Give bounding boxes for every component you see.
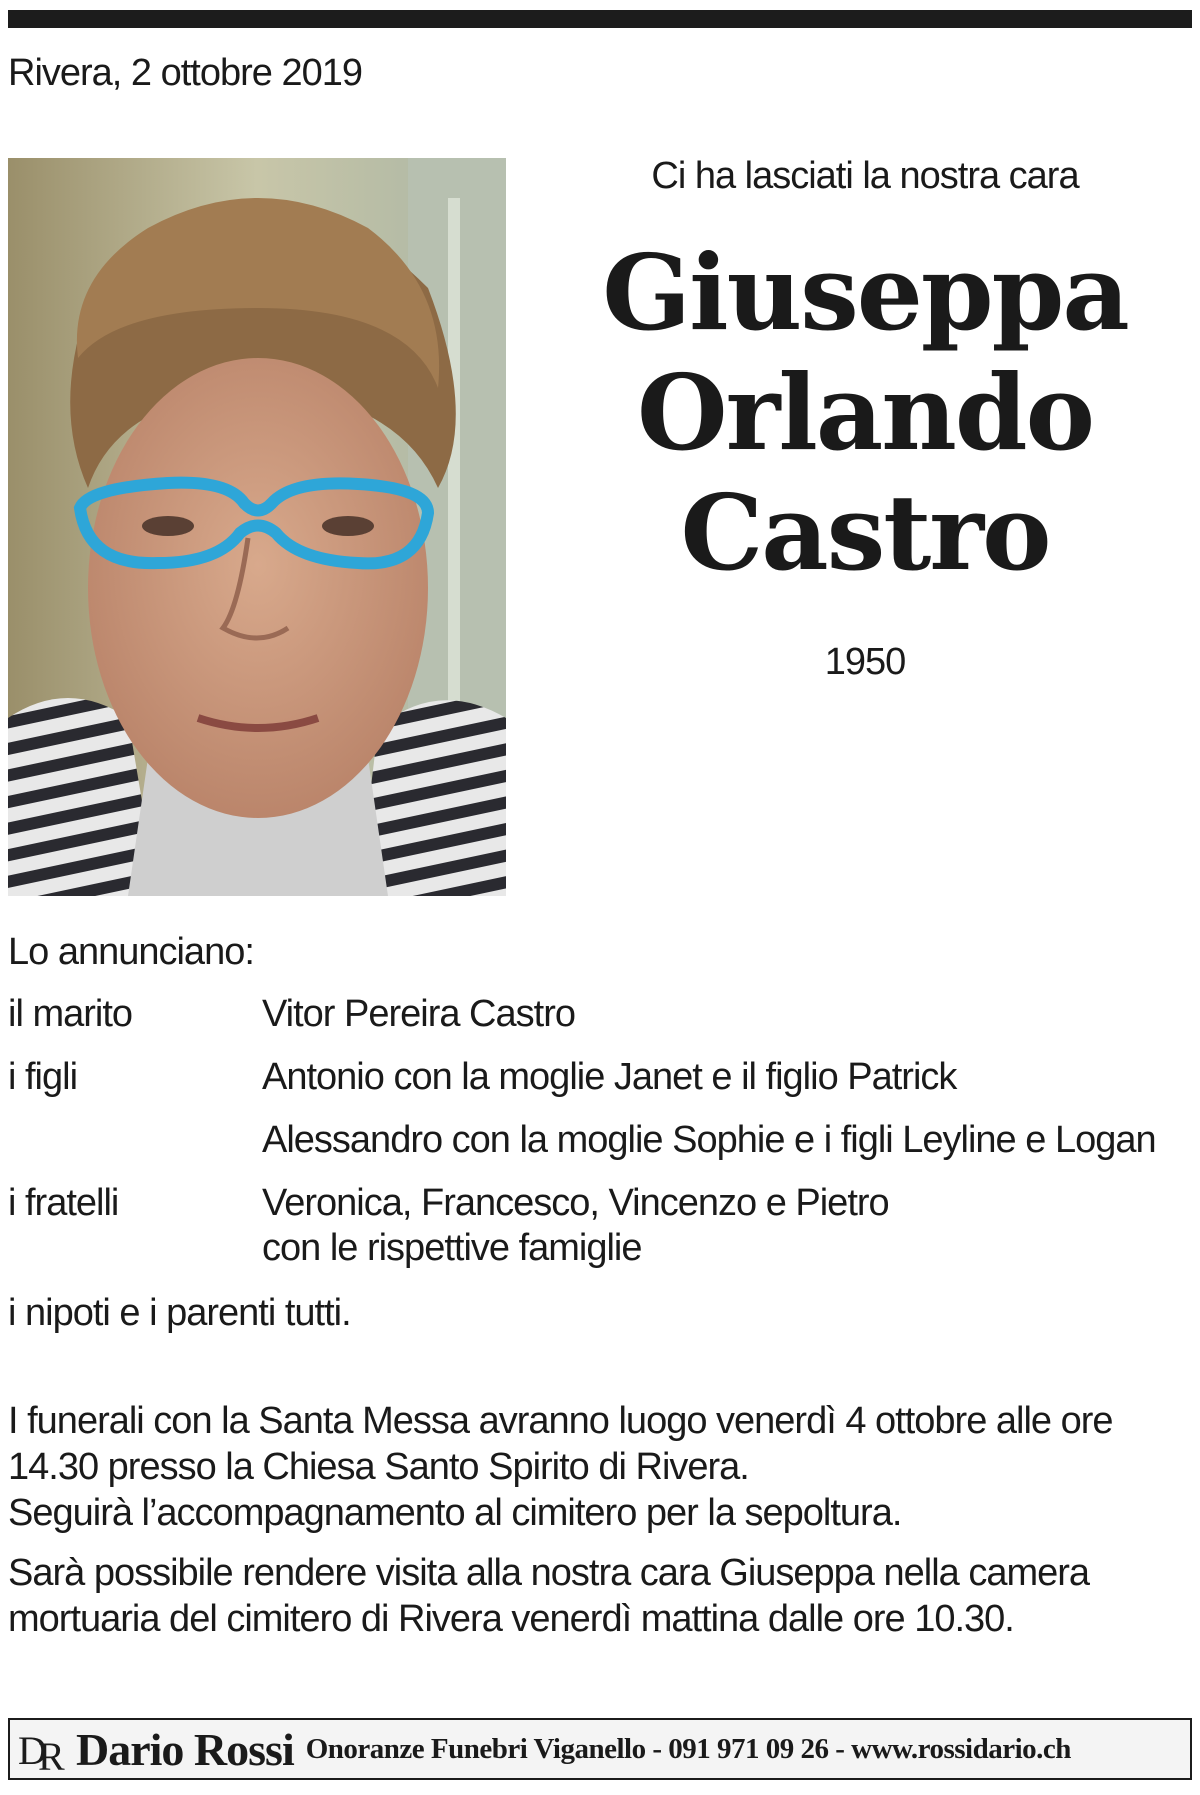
relative-row-siblings — [8, 1179, 1198, 1289]
funeral-paragraph — [8, 1398, 1198, 1536]
funeral-line: I funerali con la Santa Messa avranno luogo venerdì 4 ottobre alle ore — [8, 1400, 1113, 1442]
visitation-line: Sarà possibile rendere visita alla nostra cara Giuseppa nella camera — [8, 1552, 1090, 1594]
announcement-closing: i nipoti e i parenti tutti. — [8, 1292, 351, 1334]
relative-names — [262, 1053, 1198, 1164]
relative-name: Alessandro con la moglie Sophie e i figli Leyline e Logan — [262, 1119, 1156, 1161]
relative-label: i fratelli — [8, 1182, 119, 1224]
relative-row-husband — [8, 990, 1198, 1053]
name-line-middle: Orlando — [637, 351, 1093, 474]
funeral-home-logo — [16, 1724, 74, 1774]
funeral-home-details: Onoranze Funebri Viganello - 091 971 09 26 - www.rossidario.ch — [305, 1732, 1071, 1765]
announcement-title: Lo annunciano: — [8, 931, 254, 973]
name-line-last: Castro — [680, 471, 1050, 594]
intro-line: Ci ha lasciati la nostra cara — [651, 155, 1079, 197]
relative-label: il marito — [8, 993, 133, 1035]
funeral-line: Seguirà l’accompagnamento al cimitero per la sepoltura. — [8, 1492, 902, 1534]
relative-names — [262, 1179, 1198, 1272]
funeral-details — [8, 1398, 1198, 1642]
funeral-home-footer — [8, 1718, 1192, 1780]
deceased-name — [540, 233, 1190, 593]
svg-text:R: R — [38, 1734, 65, 1774]
visitation-line: mortuaria del cimitero di Rivera venerdì mattina dalle ore 10.30. — [8, 1598, 1014, 1640]
place-date: Rivera, 2 ottobre 2019 — [8, 52, 363, 94]
relative-name: Vitor Pereira Castro — [262, 993, 575, 1035]
portrait-photo — [8, 158, 506, 896]
announcement-section — [8, 928, 1198, 1337]
relative-names — [262, 990, 1198, 1038]
top-rule — [8, 10, 1192, 28]
birth-year: 1950 — [824, 641, 906, 683]
relative-label: i figli — [8, 1056, 78, 1098]
funeral-home-name: Dario Rossi — [76, 1723, 294, 1775]
visitation-paragraph — [8, 1550, 1198, 1642]
funeral-line: 14.30 presso la Chiesa Santo Spirito di Rivera. — [8, 1446, 749, 1488]
relative-name: Antonio con la moglie Janet e il figlio Patrick — [262, 1056, 957, 1098]
relative-row-children — [8, 1053, 1198, 1179]
relative-name: con le rispettive famiglie — [262, 1227, 642, 1269]
svg-text:D: D — [18, 1728, 47, 1773]
heading-block — [540, 152, 1190, 684]
relative-name: Veronica, Francesco, Vincenzo e Pietro — [262, 1182, 889, 1224]
name-line-first: Giuseppa — [602, 231, 1128, 354]
